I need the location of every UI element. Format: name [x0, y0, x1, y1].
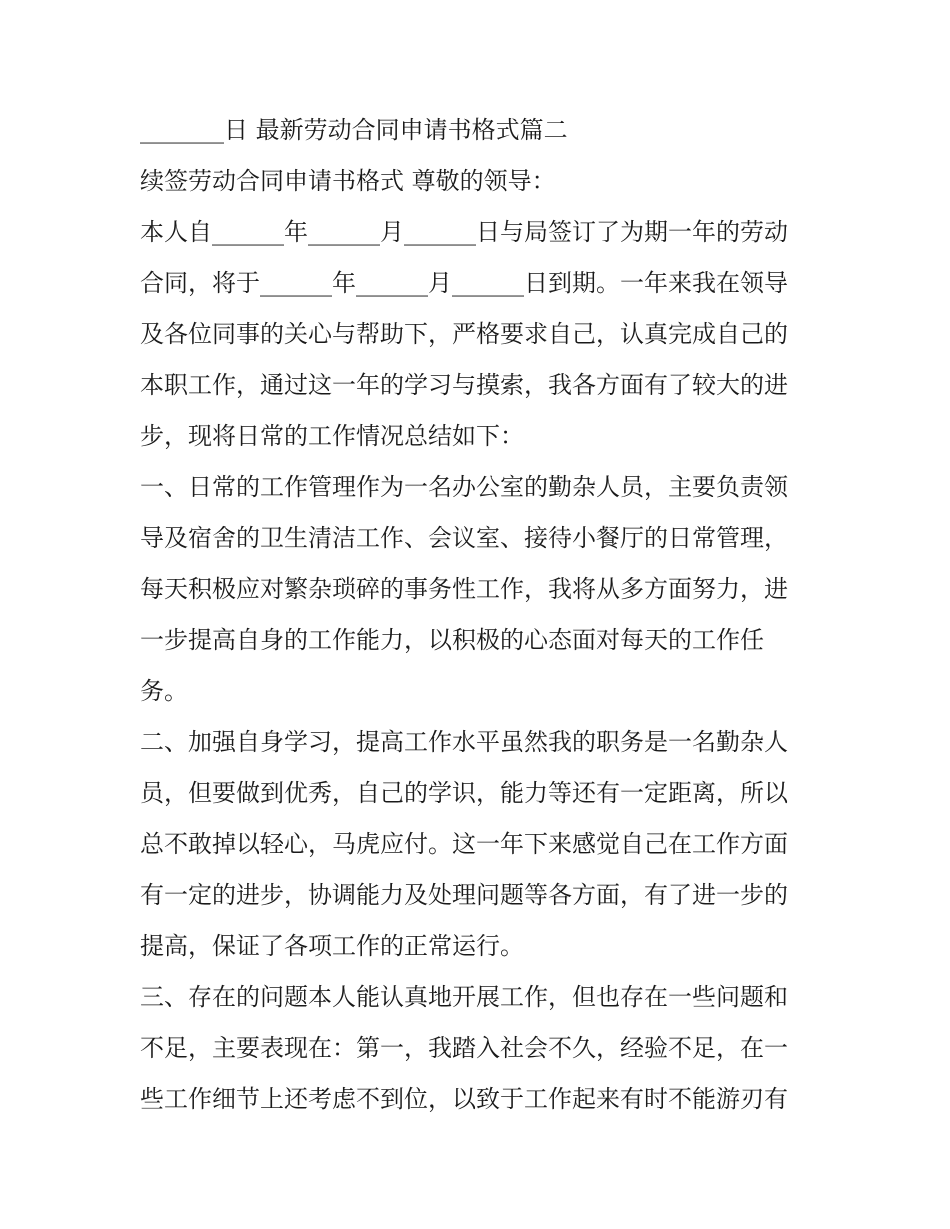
text-line: 合同，将于______年______月______日到期。一年来我在领导 — [140, 269, 788, 297]
text-line: 些工作细节上还考虑不到位，以致于工作起来有时不能游刃有 — [140, 1085, 788, 1113]
text-line: _______日 最新劳动合同申请书格式篇二 — [140, 116, 568, 144]
text-line: 步，现将日常的工作情况总结如下： — [140, 422, 524, 450]
text-line: 三、存在的问题本人能认真地开展工作，但也存在一些问题和 — [140, 983, 788, 1011]
text-line: 提高，保证了各项工作的正常运行。 — [140, 932, 524, 960]
text-line: 务。 — [140, 677, 188, 705]
text-line: 一、日常的工作管理作为一名办公室的勤杂人员，主要负责领 — [140, 473, 788, 501]
text-line: 本职工作，通过这一年的学习与摸索，我各方面有了较大的进 — [140, 371, 788, 399]
text-line: 员，但要做到优秀，自己的学识，能力等还有一定距离，所以 — [140, 779, 788, 807]
text-line: 导及宿舍的卫生清洁工作、会议室、接待小餐厅的日常管理， — [140, 524, 788, 552]
text-line: 不足，主要表现在：第一，我踏入社会不久，经验不足，在一 — [140, 1034, 788, 1062]
text-line: 二、加强自身学习，提高工作水平虽然我的职务是一名勤杂人 — [140, 728, 788, 756]
text-line: 续签劳动合同申请书格式 尊敬的领导： — [140, 167, 556, 195]
text-line: 有一定的进步，协调能力及处理问题等各方面，有了进一步的 — [140, 881, 788, 909]
text-line: 每天积极应对繁杂琐碎的事务性工作，我将从多方面努力，进 — [140, 575, 788, 603]
text-line: 及各位同事的关心与帮助下，严格要求自己，认真完成自己的 — [140, 320, 788, 348]
text-line: 总不敢掉以轻心，马虎应付。这一年下来感觉自己在工作方面 — [140, 830, 788, 858]
text-line: 本人自______年______月______日与局签订了为期一年的劳动 — [140, 218, 788, 246]
document-body — [140, 105, 820, 1125]
text-line: 一步提高自身的工作能力，以积极的心态面对每天的工作任 — [140, 626, 764, 654]
